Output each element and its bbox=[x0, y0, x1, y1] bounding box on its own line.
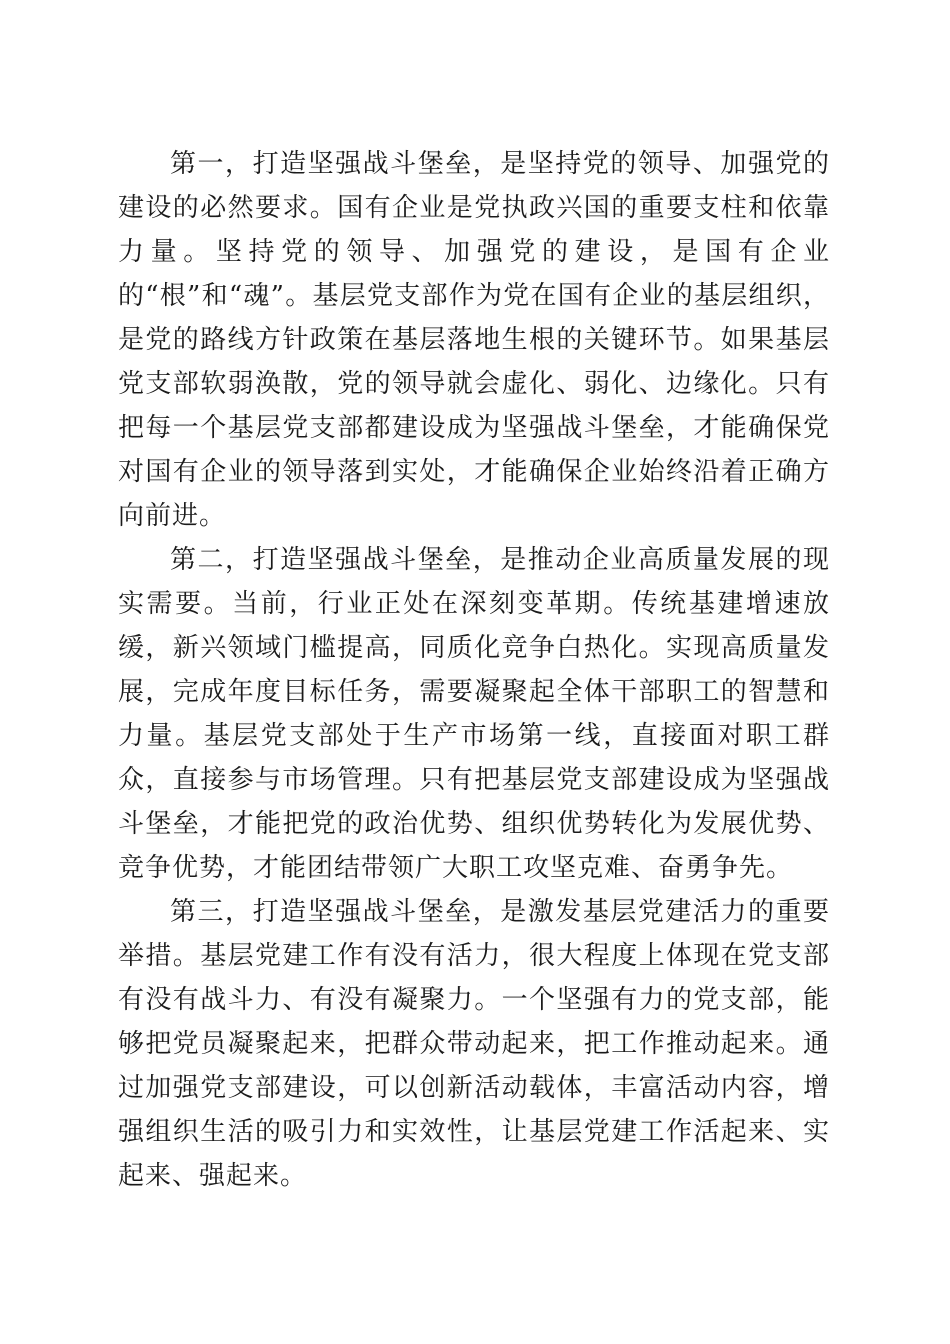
paragraph-second-point: 第二，打造坚强战斗堡垒，是推动企业高质量发展的现实需要。当前，行业正处在深刻变革期。传统基建增速放缓，新兴领域门槛提高，同质化竞争白热化。实现高质量发展，完成年度目标任务，需要凝聚起全体干部职工的智慧和力量。基层党支部处于生产市场第一线，直接面对职工群众，直接参与市场管理。只有把基层党支部建设成为坚强战斗堡垒，才能把党的政治优势、组织优势转化为发展优势、竞争优势，才能团结带领广大职工攻坚克难、奋勇争先。 bbox=[118, 545, 830, 883]
document-body bbox=[118, 142, 830, 1198]
paragraph-first-point: 第一，打造坚强战斗堡垒，是坚持党的领导、加强党的建设的必然要求。国有企业是党执政兴国的重要支柱和依靠力量。坚持党的领导、加强党的建设，是国有企业的“根”和“魂”。基层党支部作为党在国有企业的基层组织，是党的路线方针政策在基层落地生根的关键环节。如果基层党支部软弱涣散，党的领导就会虚化、弱化、边缘化。只有把每一个基层党支部都建设成为坚强战斗堡垒，才能确保党对国有企业的领导落到实处，才能确保企业始终沿着正确方向前进。 bbox=[118, 149, 830, 531]
paragraph-third-point: 第三，打造坚强战斗堡垒，是激发基层党建活力的重要举措。基层党建工作有没有活力，很大程度上体现在党支部有没有战斗力、有没有凝聚力。一个坚强有力的党支部，能够把党员凝聚起来，把群众带动起来，把工作推动起来。通过加强党支部建设，可以创新活动载体，丰富活动内容，增强组织生活的吸引力和实效性，让基层党建工作活起来、实起来、强起来。 bbox=[118, 897, 830, 1191]
